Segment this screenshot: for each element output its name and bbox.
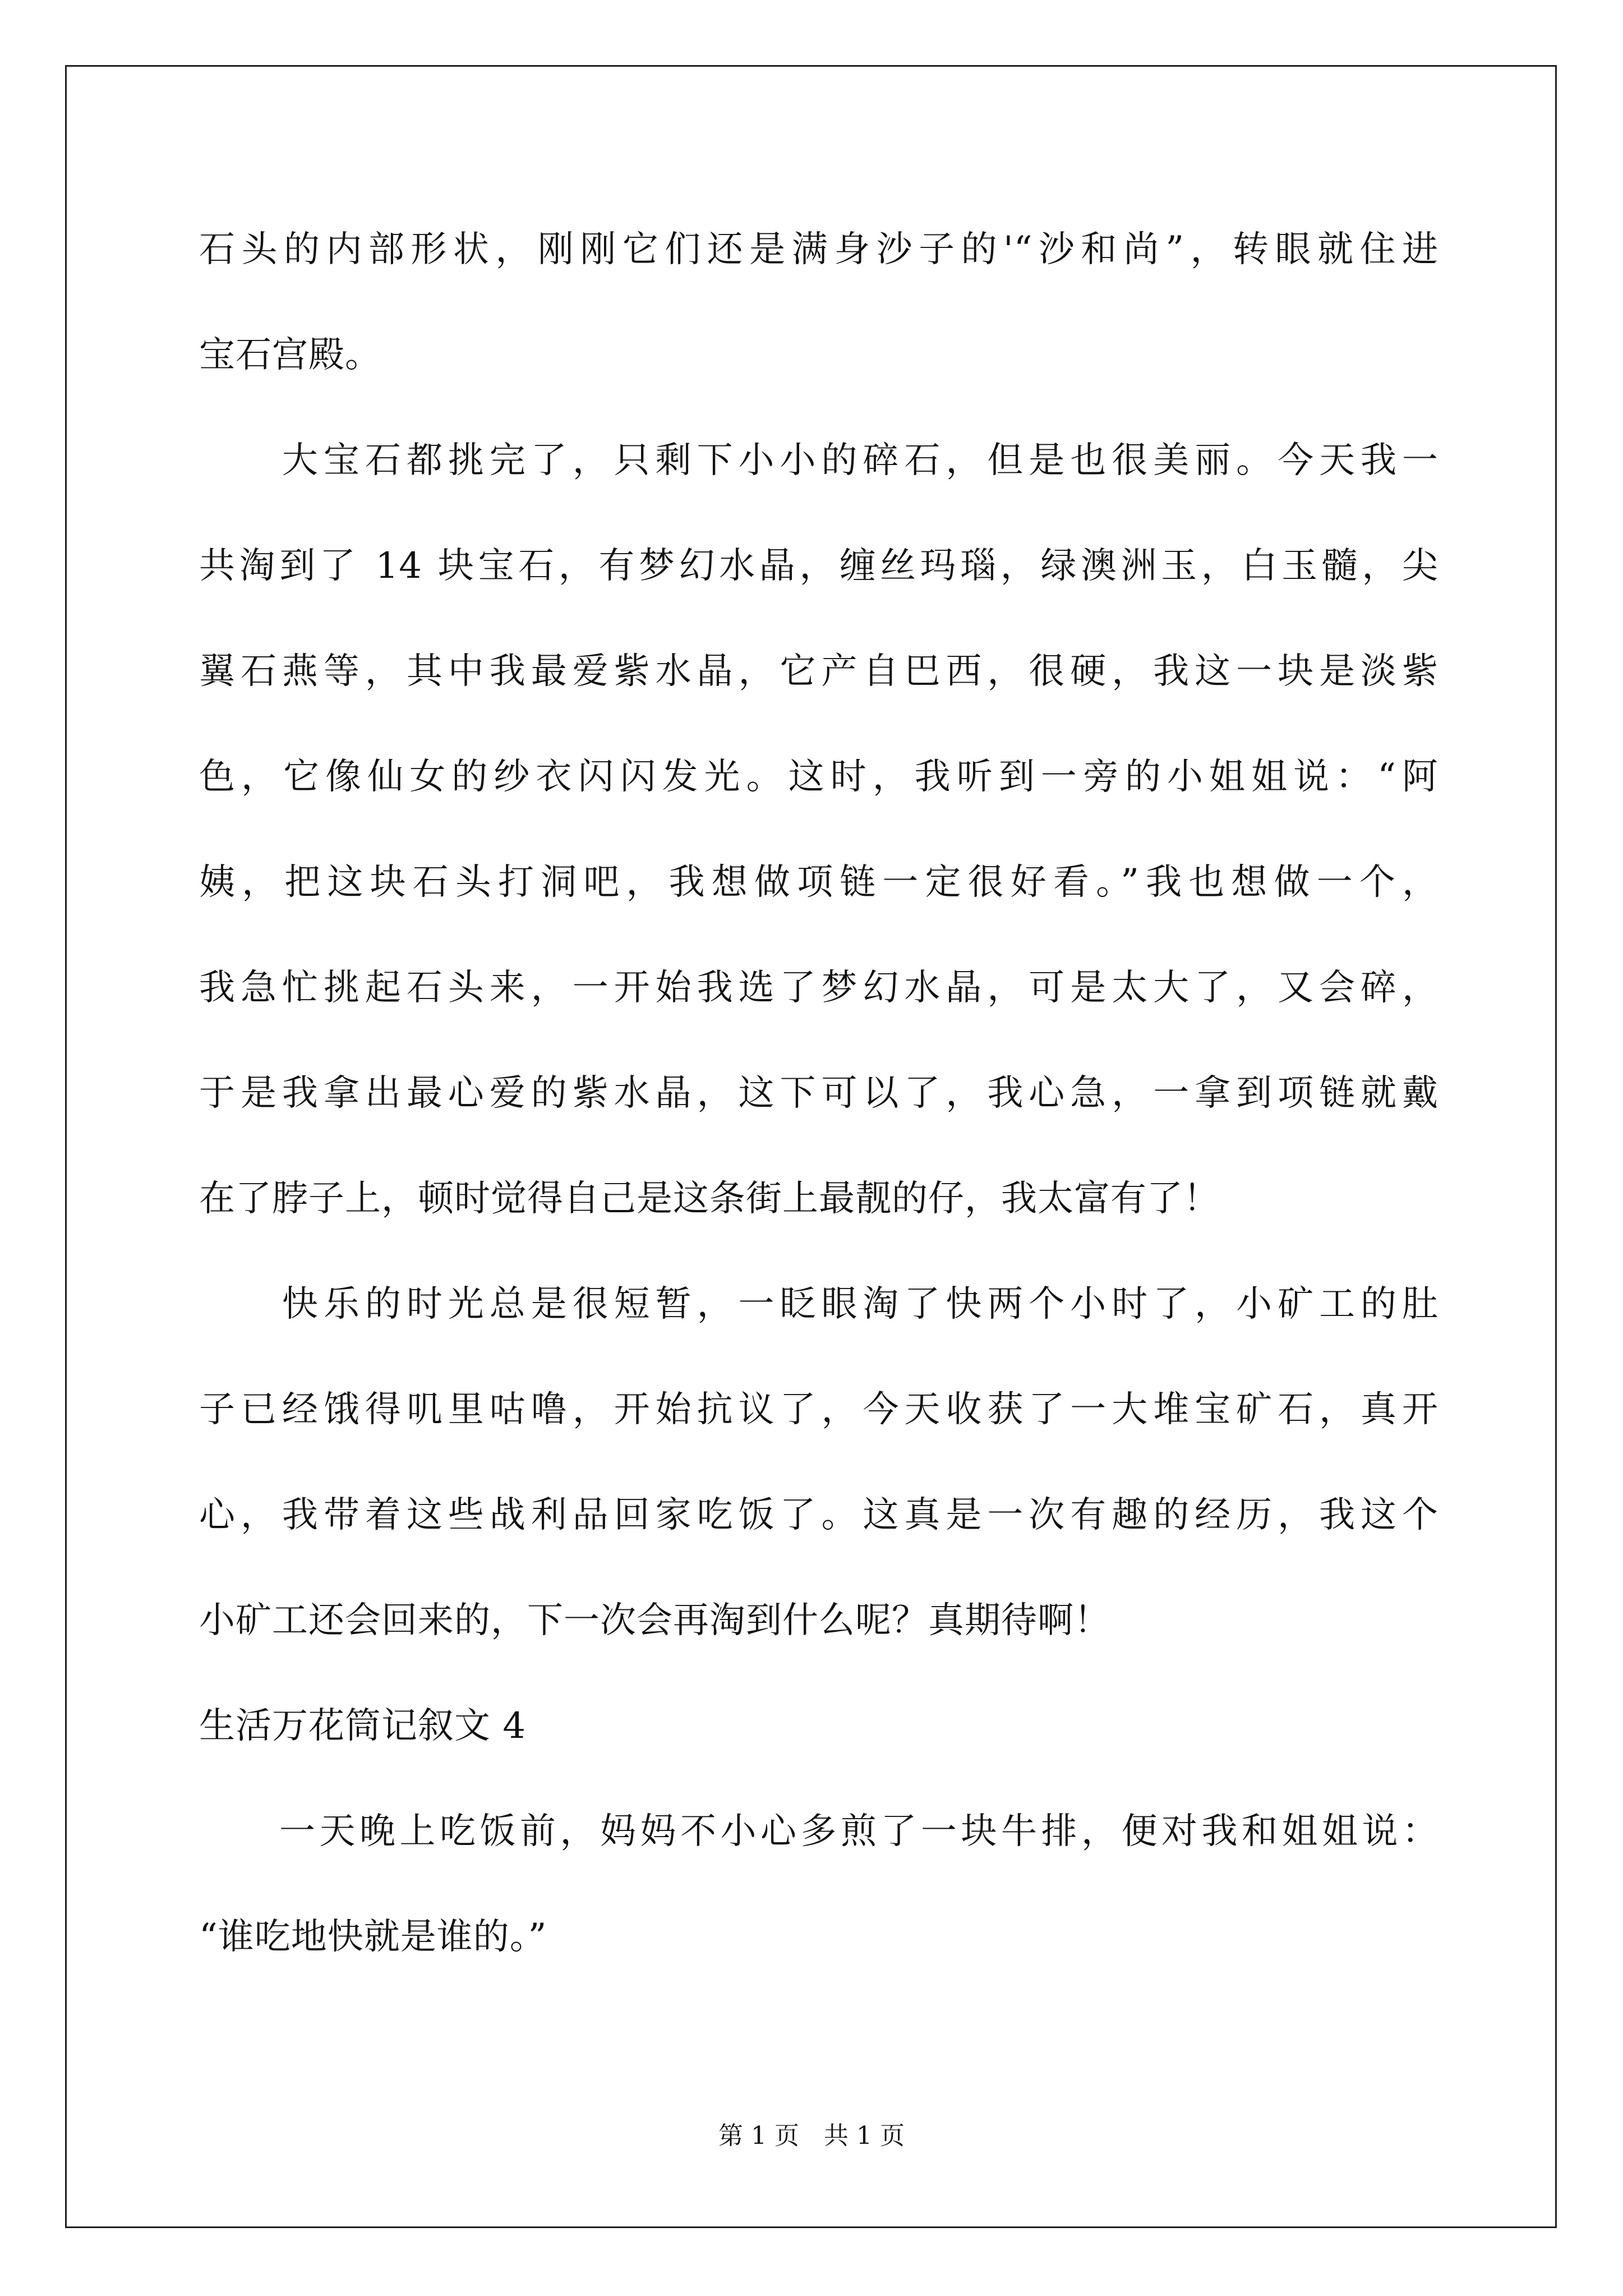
page-footer: 第 1 页 共 1 页 bbox=[718, 2122, 905, 2150]
text-line: 色，它像仙女的纱衣闪闪发光。这时，我听到一旁的小姐姐说：“阿 bbox=[199, 756, 1438, 798]
text-line: 一天晚上吃饭前，妈妈不小心多煎了一块牛排，便对我和姐姐说： bbox=[199, 1811, 1438, 1852]
text-line: 宝石宫殿。 bbox=[199, 334, 381, 376]
section-heading: 生活万花筒记叙文 4 bbox=[199, 1705, 527, 1747]
text-line: 在了脖子上，顿时觉得自己是这条街上最靓的仔，我太富有了！ bbox=[199, 1178, 1220, 1220]
text-line: 翼石燕等，其中我最爱紫水晶，它产自巴西，很硬，我这一块是淡紫 bbox=[199, 651, 1438, 692]
text-line: 小矿工还会回来的，下一次会再淘到什么呢？真期待啊！ bbox=[199, 1600, 1110, 1641]
text-line: 大宝石都挑完了，只剩下小小的碎石，但是也很美丽。今天我一 bbox=[199, 440, 1438, 481]
text-line: 于是我拿出最心爱的紫水晶，这下可以了，我心急，一拿到项链就戴 bbox=[199, 1073, 1438, 1114]
page-border bbox=[65, 65, 1557, 2228]
text-line: 石头的内部形状，刚刚它们还是满身沙子的'“沙和尚”，转眼就住进 bbox=[199, 229, 1438, 270]
text-line: 心，我带着这些战利品回家吃饭了。这真是一次有趣的经历，我这个 bbox=[199, 1494, 1438, 1536]
text-line: 姨，把这块石头打洞吧，我想做项链一定很好看。”我也想做一个， bbox=[199, 862, 1438, 903]
text-line: 快乐的时光总是很短暂，一眨眼淘了快两个小时了，小矿工的肚 bbox=[199, 1283, 1438, 1325]
text-line: “谁吃地快就是谁的。” bbox=[199, 1916, 547, 1958]
text-line: 子已经饿得叽里咕噜，开始抗议了，今天收获了一大堆宝矿石，真开 bbox=[199, 1389, 1438, 1430]
text-line: 我急忙挑起石头来，一开始我选了梦幻水晶，可是太大了，又会碎， bbox=[199, 967, 1438, 1009]
text-line: 共淘到了 14 块宝石，有梦幻水晶，缠丝玛瑙，绿澳洲玉，白玉髓，尖 bbox=[199, 545, 1438, 587]
